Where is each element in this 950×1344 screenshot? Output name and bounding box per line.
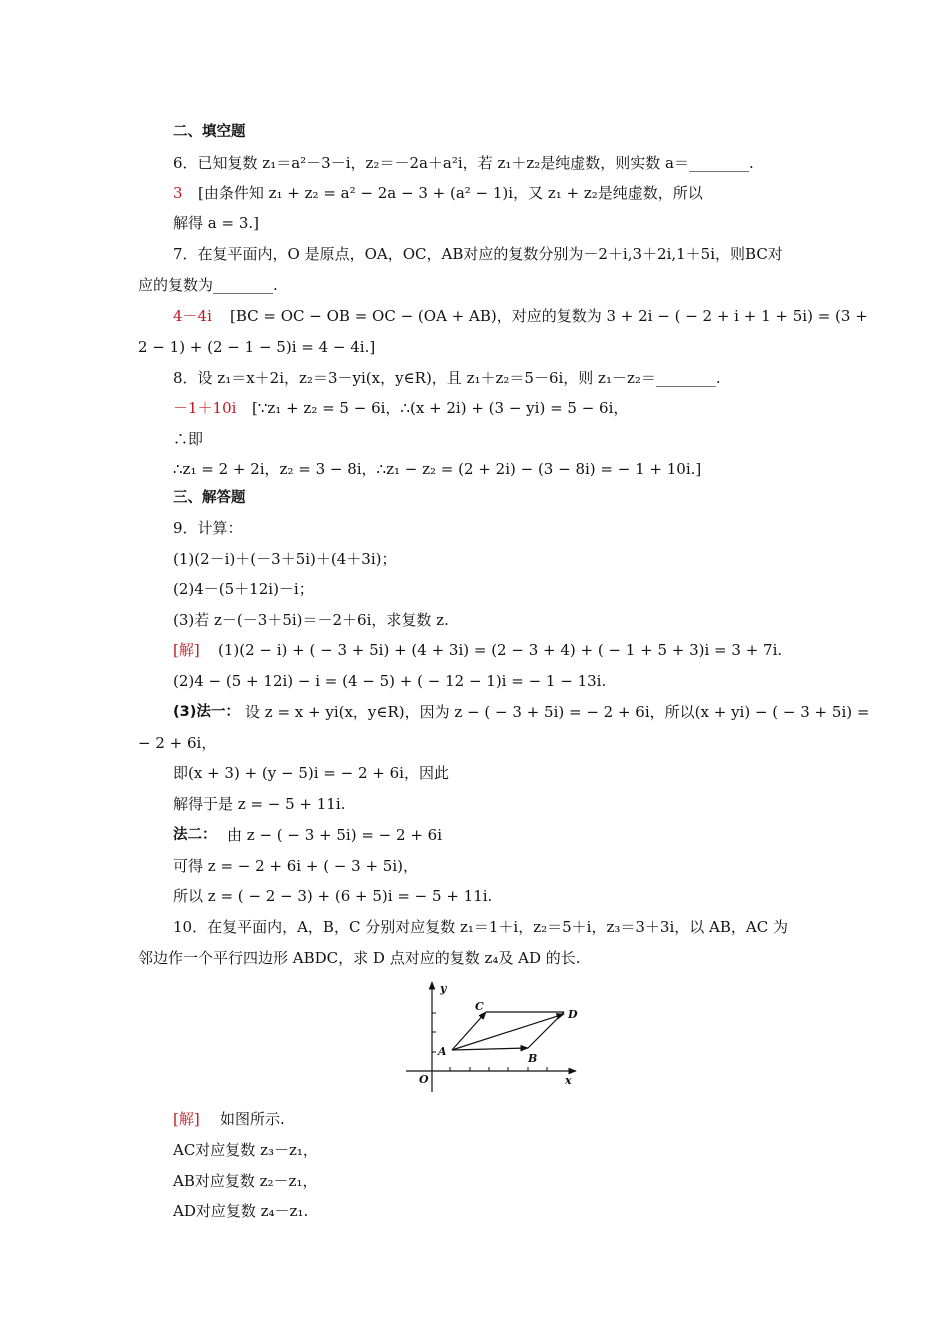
label-d: D <box>568 1008 578 1021</box>
question-9-part-2: (2)4－(5＋12i)－i； <box>173 580 314 598</box>
solution-9-tag: [解] <box>173 641 200 659</box>
solution-10-line-3: AB对应复数 z₂－z₁， <box>173 1172 318 1190</box>
solution-9-part-2: (2)4 − (5 + 12i) − i = (4 − 5) + ( − 12 − 1)i = − 1 − 13i. <box>173 672 607 690</box>
solution-8-line-3: ∴z₁ = 2 + 2i，z₂ = 3 − 8i，∴z₁ − z₂ = (2 + 2i) − (3 − 8i) = − 1 + 10i.] <box>173 460 702 478</box>
segment-bd <box>528 1012 564 1048</box>
answer-8: －1＋10i <box>173 399 237 417</box>
answer-7: 4－4i <box>173 307 212 325</box>
question-9: 9．计算： <box>173 519 243 537</box>
section-heading-solve: 三、解答题 <box>173 490 246 506</box>
solution-9-method-2-line-2: 可得 z = − 2 + 6i + ( − 3 + 5i)， <box>173 857 419 875</box>
solution-10-line-2: AC对应复数 z₃－z₁， <box>173 1141 318 1159</box>
question-7-line-1: 7．在复平面内，O 是原点，OA，OC，AB对应的复数分别为－2＋i,3＋2i,1＋5i，则BC对 <box>173 245 783 263</box>
parallelogram-figure <box>404 978 584 1096</box>
question-6: 6．已知复数 z₁＝a²－3－i，z₂＝－2a＋a²i，若 z₁＋z₂是纯虚数，则实数 a＝________. <box>173 154 754 172</box>
solution-9-method-2-line-1: 由 z − ( − 3 + 5i) = − 2 + 6i <box>227 826 443 844</box>
label-x: x <box>565 1074 572 1087</box>
solution-10-line-1: 如图所示. <box>220 1110 285 1128</box>
solution-8-line-2: ∴即 <box>173 430 204 448</box>
section-heading-fill-in: 二、填空题 <box>173 124 246 140</box>
solution-9-method-2-label: 法二： <box>173 827 217 843</box>
question-9-part-1: (1)(2－i)＋(－3＋5i)＋(4＋3i)； <box>173 550 397 568</box>
vector-ab <box>452 1048 528 1050</box>
solution-10-tag: [解] <box>173 1110 200 1128</box>
solution-8-line-1: [∵z₁ + z₂ = 5 − 6i，∴(x + 2i) + (3 − yi) = 5 − 6i， <box>252 399 629 417</box>
label-b: B <box>528 1052 538 1065</box>
label-c: C <box>475 1000 484 1013</box>
solution-9-method-2-line-3: 所以 z = ( − 2 − 3) + (6 + 5)i = − 5 + 11i. <box>173 887 493 905</box>
label-o: O <box>419 1073 429 1086</box>
solution-6-line-1: [由条件知 z₁ + z₂ = a² − 2a − 3 + (a² − 1)i，又 z₁ + z₂是纯虚数，所以 <box>198 184 703 202</box>
answer-6: 3 <box>173 184 183 202</box>
question-8: 8．设 z₁＝x＋2i，z₂＝3－yi(x，y∈R)，且 z₁＋z₂＝5－6i，则 z₁－z₂＝________. <box>173 369 721 387</box>
solution-10-line-4: AD对应复数 z₄－z₁. <box>173 1202 309 1220</box>
solution-9-method-1-line-1: 设 z = x + yi(x，y∈R)，因为 z − ( − 3 + 5i) = − 2 + 6i，所以(x + yi) − ( − 3 + 5i) = <box>245 703 870 721</box>
solution-9-method-1-line-2: − 2 + 6i， <box>138 734 217 752</box>
question-10-line-2: 邻边作一个平行四边形 ABDC，求 D 点对应的复数 z₄及 AD 的长. <box>138 949 581 967</box>
question-7-line-2: 应的复数为________. <box>138 276 278 294</box>
label-a: A <box>438 1045 447 1058</box>
question-10-line-1: 10．在复平面内，A，B，C 分别对应复数 z₁＝1＋i，z₂＝5＋i，z₃＝3＋3i，以 AB，AC 为 <box>173 918 788 936</box>
solution-9-method-1-line-3: 即(x + 3) + (y − 5)i = − 2 + 6i，因此 <box>173 764 449 782</box>
solution-7-line-1: [BC = OC − OB = OC − (OA + AB)，对应的复数为 3 + 2i − ( − 2 + i + 1 + 5i) = (3 + <box>230 307 868 325</box>
solution-6-line-2: 解得 a = 3.] <box>173 214 259 232</box>
label-y: y <box>440 982 447 995</box>
solution-9-part-1: (1)(2 − i) + ( − 3 + 5i) + (4 + 3i) = (2 − 3 + 4) + ( − 1 + 5 + 3)i = 3 + 7i. <box>218 641 783 659</box>
solution-9-method-1-line-4: 解得于是 z = − 5 + 11i. <box>173 795 346 813</box>
solution-9-method-1-label: (3)法一： <box>173 704 240 720</box>
solution-7-line-2: 2 − 1) + (2 − 1 − 5)i = 4 − 4i.] <box>138 338 376 356</box>
question-9-part-3: (3)若 z－(－3＋5i)＝－2＋6i，求复数 z. <box>173 611 449 629</box>
